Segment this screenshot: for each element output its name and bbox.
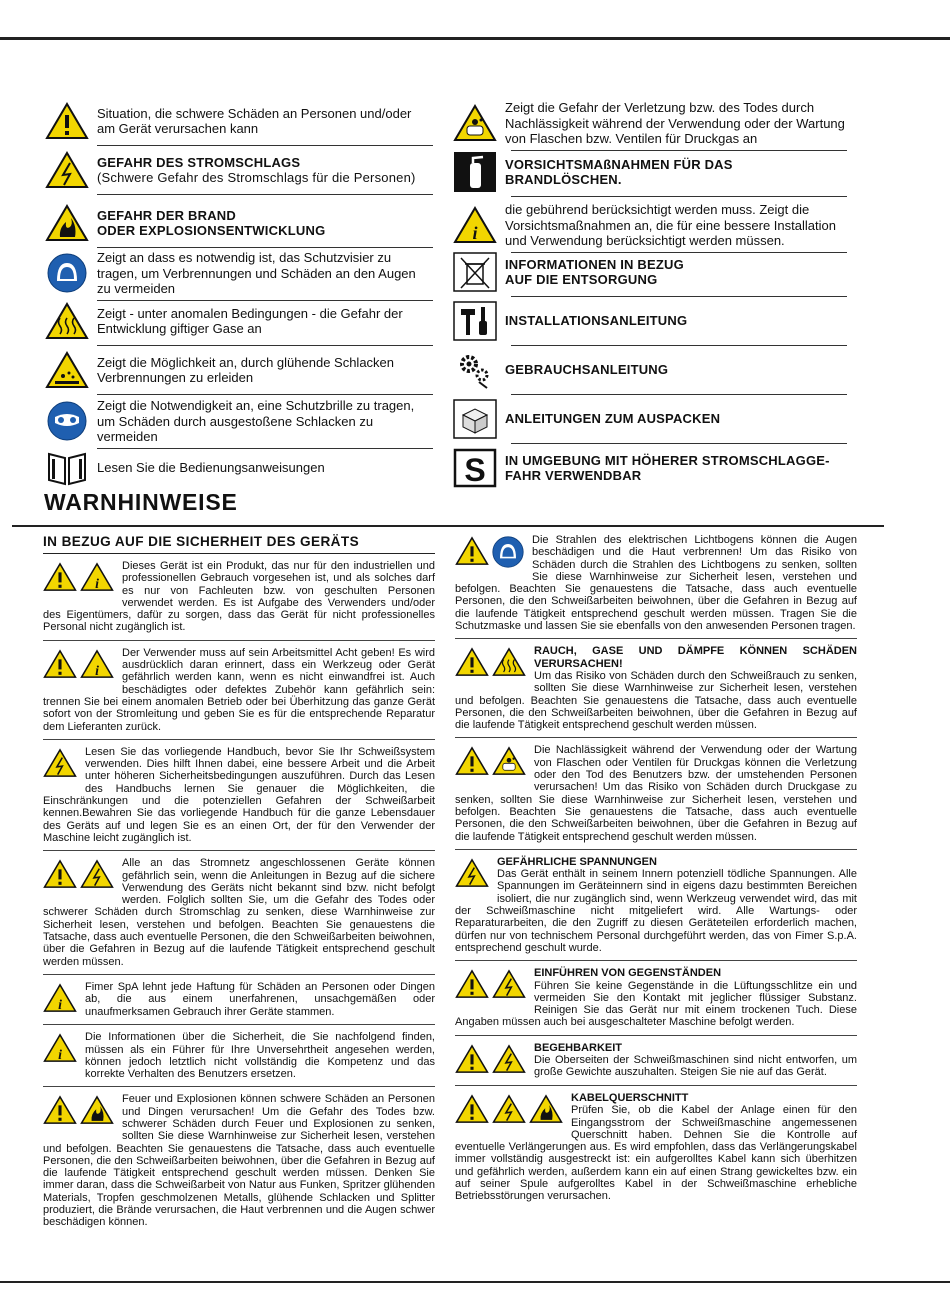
- legend-item: [43, 300, 433, 342]
- warning-triangle-icon: [43, 100, 91, 142]
- s-mark-icon: [451, 447, 499, 489]
- info-triangle-icon: [80, 649, 114, 682]
- legend-text: [97, 355, 433, 386]
- legend-title: ANLEITUNGEN ZUM AUSPACKEN: [505, 411, 721, 427]
- legend-description: Lesen Sie die Bedienungsanweisungen: [97, 460, 325, 476]
- toxic-gas-icon: [43, 300, 91, 342]
- electric-shock-icon: [455, 858, 489, 891]
- tools-icon: [451, 300, 499, 342]
- warning-block: [43, 560, 435, 641]
- legend-title: IN UMGEBUNG MIT HÖHERER STROMSCHLAGGE- FAHR VERWENDBAR: [505, 452, 830, 483]
- legend-item: [43, 202, 433, 244]
- electric-shock-icon: [80, 859, 114, 892]
- warning-triangle-icon: [455, 746, 489, 779]
- info-triangle-icon: [451, 204, 499, 246]
- manual-book-icon: [43, 447, 91, 489]
- legend-text: [97, 306, 433, 337]
- warning-icons: [43, 562, 114, 595]
- warning-text: Fimer SpA lehnt jede Haftung für Schäden an Personen oder Dingen ab, die aus einem unerfahrenen, unsachgemäßen oder unaufmerksamen Gebrauch ihrer Geräte stammen.: [85, 980, 435, 1018]
- warning-icons: [43, 748, 77, 781]
- legend-text: [97, 208, 325, 239]
- face-shield-icon: [492, 536, 524, 571]
- legend-divider: [511, 296, 847, 297]
- legend-divider: [511, 196, 847, 197]
- electric-shock-icon: [43, 149, 91, 191]
- warning-text: Um das Risiko von Schäden durch den Schweißrauch zu senken, sollten Sie diese Warnhinweise zur Sicherheit lesen, verstehen und befolgen. Beachten Sie genauestens die Tatsache, dass auch eventuelle Personen, die den Schweißarbeiten beiwohnen, über die Gefahren in Bezug auf die laufende Tätigkeit entsprechend geschult werden müssen.: [455, 669, 857, 732]
- warning-icons: [455, 969, 526, 1002]
- legend-divider: [97, 394, 433, 395]
- legend-text: [505, 313, 687, 329]
- legend-text: [505, 362, 668, 378]
- warning-icons: [455, 536, 524, 571]
- svg-text:i: i: [58, 1048, 62, 1064]
- legend-text: [505, 411, 720, 427]
- legend-item: [451, 300, 847, 342]
- legend-description: Zeigt die Gefahr der Verletzung bzw. des Todes durch Nachlässigkeit während der Verwendung oder der Wartung von Flaschen bzw. Ventilen für Druckgas an: [505, 100, 845, 146]
- warning-triangle-icon: [455, 647, 489, 680]
- warning-text: Lesen Sie das vorliegende Handbuch, bevor Sie Ihr Schweißsystem verwenden. Dies hilft Ihnen dabei, eine bessere Arbeit und die Arbeit unter höheren Sicherheitsbedingungen auszuführen. Durch das Lesen des Handbuchs lernen Sie genauer die Möglichkeiten, die Einschränkungen und die potenziellen Gefahren der Schweißarbeit kennen.Bewahren Sie das vorliegende Handbuch für die ganze Lebensdauer des Geräts auf und legen Sie es an einen Ort, der für den Verwender der Maschine leicht zugänglich ist.: [43, 745, 435, 844]
- legend-item: [43, 447, 433, 489]
- section-title: IN BEZUG AUF DIE SICHERHEIT DES GERÄTS: [43, 534, 435, 554]
- warning-text: Feuer und Explosionen können schwere Schäden an Personen und Dingen verursachen! Um die Gefahr des Todes bzw. schwerer Schäden durch Feuer und Explosionen zu senken, sollten Sie diese Warnhinweise zur Sicherheit lesen, verstehen und befolgen. Beachten Sie genauestens die Tatsache, dass auch eventuelle Personen, die den Schweißarbeiten beiwohnen, über die Gefahren in Bezug auf die laufende Tätigkeit entsprechend geschult werden müssen. Denken Sie immer daran, dass die Schweißarbeit von Natur aus Funken, Spritzer glühenden Materials, Tropfen geschmolzenen Metalls, glühende Schlacken und Splitter produziert, die Brände verursachen, die Haut verbrennen und die Augen schwer beschädigen können.: [43, 1093, 435, 1229]
- warning-triangle-icon: [455, 536, 489, 571]
- gas-cylinder-hazard-icon: [492, 746, 526, 779]
- warning-triangle-icon: [43, 859, 77, 892]
- legend-title: GEFAHR DER BRAND ODER EXPLOSIONSENTWICKLUNG: [97, 207, 326, 238]
- warning-triangle-icon: [43, 1095, 77, 1128]
- warning-triangle-icon: [455, 1094, 489, 1127]
- legend-text: [97, 398, 433, 445]
- legend-title: GEFAHR DES STROMSCHLAGS: [97, 154, 301, 170]
- warning-triangle-icon: [455, 1044, 489, 1077]
- warning-icons: [43, 649, 114, 682]
- svg-text:i: i: [95, 576, 99, 592]
- warning-text: Die Oberseiten der Schweißmaschinen sind nicht entworfen, um große Gewichte auszuhalten. Steigen Sie nie auf das Gerät.: [534, 1053, 857, 1079]
- info-triangle-icon: [80, 562, 114, 595]
- warning-text: Führen Sie keine Gegenstände in die Lüftungsschlitze ein und vermeiden Sie den Kontakt mit jeglicher flüssiger Substanz. Reinigen Sie das Gerät nur mit einem trockenen Tuch. Diese Angaben müssen auch bei ausgeschalteter Maschine befolgt werden.: [455, 979, 857, 1029]
- legend-item: [451, 447, 847, 489]
- legend-item: [451, 151, 847, 193]
- legend-description: Zeigt - unter anomalen Bedingungen - die Gefahr der Entwicklung giftiger Gase an: [97, 305, 403, 336]
- warning-block: [43, 1031, 435, 1087]
- legend-title: VORSICHTSMAßNAHMEN FÜR DAS BRANDLÖSCHEN.: [505, 156, 733, 187]
- warning-block: [455, 744, 857, 849]
- box-icon: [451, 398, 499, 440]
- warning-heading: RAUCH, GASE UND DÄMPFE KÖNNEN SCHÄDEN VERURSACHEN!: [534, 645, 857, 670]
- warning-icons: [43, 1095, 114, 1128]
- svg-text:i: i: [58, 997, 62, 1013]
- legend-title: GEBRAUCHSANLEITUNG: [505, 362, 669, 378]
- warning-block: [43, 1093, 435, 1234]
- warning-text: Prüfen Sie, ob die Kabel der Anlage einen für den Eingangsstrom der Schweißmaschine angemessenen Querschnitt haben. Dehnen Sie die Kontrolle auf eventuelle Verlängerungen aus. Es wird empfohlen, dass das Verlängerungskabel immer vollständig ausgestreckt ist: ein aufgerolltes Kabel kann sich überhitzen und gefährlich werden, außerdem kann ein auf einen Strang gewickeltes bzw. ein auf seiner Spule aufgerolltes Kabel in der Schweißmaschine erhebliche Betriebsstörungen verursachen.: [455, 1104, 857, 1203]
- warning-text: Dieses Gerät ist ein Produkt, das nur für den industriellen und professionellen Gebrauch vorgesehen ist, und als solches darf es nur von Fachleuten bzw. von geschulten Personen verwendet werden. Es ist Aufgabe des Verwenders und/oder des Eigentümers, dafür zu sorgen, dass das Gerät für nicht professionelles Personal nicht zugänglich ist.: [43, 560, 435, 634]
- fire-hazard-icon: [43, 202, 91, 244]
- gears-icon: [451, 349, 499, 391]
- legend-divider: [97, 145, 433, 146]
- legend-description: Zeigt an dass es notwendig ist, das Schutzvisier zu tragen, um Verbrennungen und Schäden an den Augen zu vermeiden: [97, 250, 416, 296]
- warning-triangle-icon: [43, 649, 77, 682]
- warning-icons: [455, 746, 526, 779]
- legend-item: [43, 100, 433, 142]
- legend-item: [451, 202, 847, 249]
- legend-item: [43, 349, 433, 391]
- legend-divider: [97, 345, 433, 346]
- warning-heading: KABELQUERSCHNITT: [571, 1091, 689, 1104]
- legend-divider: [97, 194, 433, 195]
- legend-text: [505, 157, 733, 188]
- warning-block: [455, 1092, 857, 1209]
- fire-hazard-icon: [529, 1094, 563, 1127]
- safety-goggles-icon: [43, 400, 91, 442]
- warning-heading: EINFÜHREN VON GEGENSTÄNDEN: [534, 967, 722, 980]
- legend-divider: [97, 247, 433, 248]
- warning-text: Das Gerät enthält in seinem Innern potenziell tödliche Spannungen. Alle Spannungen im Geräteinnern sind in eigens dazu bestimmten Bereichen isoliert, die nur zugänglich sind, wenn Werkzeug verwendet wird, das mit der Schweißmaschine nicht mitgeliefert wird. Alle Wartungs- oder Reparaturarbeiten, die den Zugriff zu diesen Geräteteilen erforderlich machen, dürfen nur von technischem Personal durchgeführt werden, das von Fimer S.p.A. entsprechend geschult wurde.: [455, 868, 857, 954]
- svg-text:i: i: [472, 223, 478, 244]
- warning-heading: BEGEHBARKEIT: [534, 1041, 623, 1054]
- warning-block: [43, 981, 435, 1025]
- hot-slag-icon: [43, 349, 91, 391]
- gas-cylinder-hazard-icon: [451, 102, 499, 144]
- legend-description: die gebührend berücksichtigt werden muss. Zeigt die Vorsichtsmaßnahmen an, die für eine bessere Installation und Verwendung berücksichtigt werden müssen.: [505, 202, 836, 248]
- top-rule: [0, 37, 950, 40]
- legend-text: [97, 106, 433, 137]
- warning-icons: [455, 1044, 526, 1077]
- fire-extinguisher-icon: [451, 151, 499, 193]
- crossed-bin-icon: [451, 251, 499, 293]
- electric-shock-icon: [43, 748, 77, 781]
- legend-text: [505, 453, 830, 484]
- warning-block: [455, 1042, 857, 1086]
- warning-block: [455, 967, 857, 1035]
- right-column: [455, 534, 857, 1215]
- warning-text: Alle an das Stromnetz angeschlossenen Geräte können gefährlich sein, wenn die Anleitungen in Bezug auf die sichere Verwendung des Geräts nicht bekannt sind bzw. nicht befolgt werden. Folglich sollten Sie, um die Gefahr des Todes oder schwerer Schäden durch Stromschlag zu senken, diese Warnhinweise zur Sicherheit lesen, verstehen und befolgen. Beachten Sie genauestens die Tatsache, dass auch eventuelle Personen, die den Schweißarbeiten beiwohnen, über die Gefahren in Bezug auf die laufende Tätigkeit entsprechend geschult werden müssen.: [43, 857, 435, 968]
- legend-item: [43, 398, 433, 445]
- warning-block: [455, 856, 857, 961]
- title-rule: [12, 525, 884, 527]
- legend-item: [43, 149, 433, 191]
- warning-block: [455, 645, 857, 738]
- face-shield-icon: [43, 252, 91, 294]
- warning-text: Die Nachlässigkeit während der Verwendung oder der Wartung von Flaschen oder Ventilen für Druckgas können die Verletzung oder den Tod des Benutzers bzw. der umstehenden Personen verursachen! Um das Risiko von Schäden durch Druckgase zu senken, sollten Sie diese Warnhinweise zur Sicherheit lesen, verstehen und befolgen. Beachten Sie genauestens die Tatsache, dass auch eventuelle Personen, die den Schweißarbeiten beiwohnen, über die Gefahren in Bezug auf die laufende Tätigkeit entsprechend geschult werden müssen.: [455, 744, 857, 843]
- svg-text:i: i: [95, 663, 99, 679]
- legend-text: [97, 155, 416, 186]
- legend-description: Zeigt die Notwendigkeit an, eine Schutzbrille zu tragen, um Schäden durch ausgestoßene Schlacken zu vermeiden: [97, 398, 415, 444]
- warning-block: [455, 534, 857, 639]
- legend-item: [451, 100, 847, 147]
- svg-text:S: S: [464, 452, 486, 488]
- info-triangle-icon: [43, 1033, 77, 1066]
- warning-block: [43, 746, 435, 851]
- legend-text: [505, 202, 847, 249]
- warning-text: Der Verwender muss auf sein Arbeitsmittel Acht geben! Es wird ausdrücklich daran erinnert, dass ein Werkzeug oder Gerät gefährlich werden kann, wenn es nicht einwandfrei ist. Auch beschädigtes oder defektes Zubehör kann gefährlich sein: trennen Sie bei einem anomalen Betrieb oder bei Überhitzung das ganze Gerät sofort von der Stromleitung und geben Sie es für die entsprechende Reparatur dem Lieferanten zurück.: [43, 646, 435, 733]
- legend-item: [451, 398, 847, 440]
- legend-description: Situation, die schwere Schäden an Personen und/oder am Gerät verursachen kann: [97, 105, 412, 136]
- legend-divider: [511, 394, 847, 395]
- legend-item: [451, 349, 847, 391]
- legend-text: [97, 460, 325, 476]
- legend-item: [451, 251, 847, 293]
- warning-icons: [43, 983, 77, 1016]
- legend-title: INSTALLATIONSANLEITUNG: [505, 313, 688, 329]
- warning-triangle-icon: [455, 969, 489, 1002]
- warning-icons: [43, 859, 114, 892]
- legend-text: [505, 100, 847, 147]
- page-title: WARNHINWEISE: [44, 489, 238, 515]
- legend-divider: [511, 345, 847, 346]
- warning-icons: [455, 858, 489, 891]
- warning-icons: [43, 1033, 77, 1066]
- legend-text: [97, 250, 433, 297]
- fire-hazard-icon: [80, 1095, 114, 1128]
- warning-icons: [455, 647, 526, 680]
- bottom-rule: [0, 1281, 950, 1283]
- legend-item: [43, 250, 433, 297]
- warning-text: Die Strahlen des elektrischen Lichtbogens können die Augen beschädigen und die Haut verbrennen! Um das Risiko von Schäden durch die Strahlen des Lichtbogens zu senken, sollten Sie diese Warnhinweise zur Sicherheit lesen, verstehen und befolgen. Beachten Sie genauestens die Tatsache, dass auch eventuelle Personen, die den Schweißarbeiten beiwohnen, über die Gefahren in Bezug auf die laufende Tätigkeit entsprechend geschult werden müssen. Tragen Sie die Schutzmaske und lassen Sie sie ebenfalls von den anwesenden Personen tragen.: [455, 534, 857, 633]
- left-column: [43, 534, 435, 1241]
- electric-shock-icon: [492, 969, 526, 1002]
- legend-divider: [511, 443, 847, 444]
- warning-block: [43, 857, 435, 975]
- info-triangle-icon: [43, 983, 77, 1016]
- legend-description: Zeigt die Möglichkeit an, durch glühende Schlacken Verbrennungen zu erleiden: [97, 354, 395, 385]
- warning-block: [43, 647, 435, 740]
- warning-heading: GEFÄHRLICHE SPANNUNGEN: [497, 855, 657, 868]
- warning-triangle-icon: [43, 562, 77, 595]
- toxic-gas-icon: [492, 647, 526, 680]
- warning-icons: [455, 1094, 563, 1127]
- legend-title: INFORMATIONEN IN BEZUG AUF DIE ENTSORGUNG: [505, 256, 684, 287]
- electric-shock-icon: [492, 1094, 526, 1127]
- electric-shock-icon: [492, 1044, 526, 1077]
- legend-description: (Schwere Gefahr des Stromschlags für die Personen): [97, 170, 416, 185]
- legend-text: [505, 257, 684, 288]
- warning-text: Die Informationen über die Sicherheit, die Sie nachfolgend finden, müssen als ein Führer für Ihre Unversehrtheit angesehen werden, können jedoch letztlich nicht vollständig die Kompetenz und das korrekte Verhalten des Benutzers ersetzen.: [85, 1031, 435, 1081]
